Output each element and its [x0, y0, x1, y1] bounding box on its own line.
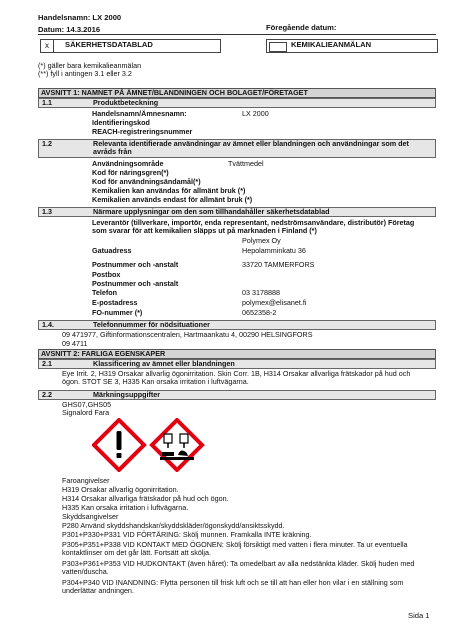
postal-value: 33720 TAMMERFORS	[242, 260, 315, 269]
street-label: Gatuadress	[92, 246, 132, 255]
document-header	[38, 12, 121, 36]
street-value: Hepolamminkatu 36	[242, 246, 306, 255]
product-line: Handelsnamn: LX 2000	[38, 13, 122, 22]
section-1-3-number: 1.3	[42, 207, 52, 216]
email-label: E-postadress	[92, 298, 138, 307]
section-2-1-title: Klassificering av ämnet eller blandningen	[93, 359, 235, 368]
emergency-line-2: 09 4711	[62, 339, 88, 348]
precaution-5: P304+P340 VID INANDNING: Flytta personen till frisk luft och se till att han eller hon vilar i en ställning som underlättar andningen.	[62, 578, 404, 596]
sector-code-label: Kod för näringsgren(*)	[92, 168, 169, 177]
notes	[38, 62, 141, 79]
corrosion-icon	[152, 420, 202, 470]
classification-text: Eye Irrit. 2, H319 Orsakar allvarlig ögonirritation. Skin Corr. 1B, H314 Orsakar allvarliga frätskador på hud och ögon. STOT SE 3, H335 Kan orsaka irritation i luftvägarna.	[62, 369, 411, 387]
section-1-1-number: 1.1	[42, 98, 52, 107]
fo-label: FO-nummer (*)	[92, 308, 143, 317]
precaution-2: P301+P330+P331 VID FÖRTÄRING: Skölj munnen. Framkalla INTE kräkning.	[62, 530, 312, 539]
phone-value: 03 3178888	[242, 288, 280, 297]
chem-checkbox-row	[266, 39, 438, 53]
header-divider	[38, 34, 436, 35]
public-only-label: Kemikalien används endast för allmänt bruk (*)	[92, 195, 253, 204]
section-2-title: AVSNITT 2: FARLIGA EGENSKAPER	[38, 349, 436, 359]
date-line: Datum: 14.3.2016	[38, 25, 101, 34]
section-2-1-number: 2.1	[42, 359, 52, 368]
section-2-1-bar	[38, 359, 436, 369]
section-1-4-number: 1.4.	[42, 320, 54, 329]
reach-label: REACH-registreringsnummer	[92, 127, 193, 136]
hazard-pictograms	[92, 418, 212, 474]
trade-name-value: LX 2000	[242, 109, 269, 118]
sds-checkbox-row	[40, 39, 221, 53]
use-area-value: Tvättmedel	[228, 159, 264, 168]
section-1-1-bar	[38, 98, 436, 108]
precaution-1: P280 Använd skyddshandskar/skyddskläder/ögonskydd/ansiktsskydd.	[62, 521, 285, 530]
chem-label: KEMIKALIEANMÄLAN	[291, 40, 372, 49]
hazard-3: H335 Kan orsaka irritation i luftvägarna.	[62, 503, 189, 512]
note-1: (*) gäller bara kemikalieanmälan	[38, 61, 142, 70]
trade-name-label: Handelsnamn/Ämnesnamn:	[92, 109, 187, 118]
postal-label: Postnummer och -anstalt	[92, 260, 179, 269]
sds-checkbox[interactable]: x	[41, 40, 54, 52]
exclamation-icon	[94, 420, 144, 470]
sds-label: SÄKERHETSDATABLAD	[65, 40, 153, 49]
signal-word: Signalord Fara	[62, 408, 110, 417]
section-1-2-title: Relevanta identifierade användningar av ämnet eller blandningen och användningar som det avråds från	[93, 139, 409, 157]
section-2-2-bar	[38, 390, 436, 400]
identification-code-label: Identifieringskod	[92, 118, 150, 127]
section-1-4-bar	[38, 320, 436, 330]
section-1-2-bar	[38, 139, 436, 158]
postbox-label: Postbox	[92, 270, 121, 279]
page-number: Sida 1	[408, 611, 430, 620]
section-1-3-bar	[38, 207, 436, 217]
email-value[interactable]: polymex@elisanet.fi	[242, 298, 307, 307]
precaution-3: P305+P351+P338 VID KONTAKT MED ÖGONEN: Skölj försiktigt med vatten i flera minuter. Ta ur eventuella kontaktlinser om det går lätt. Fortsätt att skölja.	[62, 540, 408, 558]
section-1-2-number: 1.2	[42, 139, 52, 148]
ghs-pictograms-svg	[92, 418, 212, 472]
section-2-2-number: 2.2	[42, 390, 52, 399]
hazard-heading: Faroangivelser	[62, 476, 110, 485]
fo-value: 0652358-2	[242, 308, 277, 317]
emergency-line-1: 09 471977, Giftinformationscentralen, Hartmaankatu 4, 00290 HELSINGFORS	[62, 330, 313, 339]
section-1-3-title: Närmare upplysningar om den som tillhandahåller säkerhetsdatablad	[93, 207, 330, 216]
postal2-label: Postnummer och -anstalt	[92, 279, 179, 288]
section-1-4-title: Telefonnummer för nödsituationer	[93, 320, 210, 329]
precaution-heading: Skyddsangivelser	[62, 512, 119, 521]
section-2-2-title: Märkningsuppgifter	[93, 390, 161, 399]
use-area-label: Användningsområde	[92, 159, 164, 168]
section-1-title: AVSNITT 1: NAMNET PÅ ÄMNET/BLANDNINGEN OCH BOLAGET/FÖRETAGET	[38, 88, 436, 98]
section-1-1-title: Produktbeteckning	[93, 98, 159, 107]
company-name: Polymex Oy	[242, 236, 281, 245]
public-use-label: Kemikalien kan användas för allmänt bruk (*)	[92, 186, 246, 195]
phone-label: Telefon	[92, 288, 118, 297]
ghs-codes: GHS07,GHS05	[62, 400, 112, 409]
previous-date-label: Föregående datum:	[266, 23, 337, 32]
precaution-4: P303+P361+P353 VID HUDKONTAKT (även håret): Ta omedelbart av alla nedstänkta kläder. Skölj huden med vatten/duscha.	[62, 559, 415, 577]
note-2: (**) fyll i antingen 3.1 eller 3.2	[38, 69, 132, 79]
supplier-note: Leverantör (tillverkare, importör, enda representant, nedströmsanvändare, distributör) Företag som svarar för att kemikalien släpps ut på marknaden i Finland (*)	[92, 218, 415, 236]
hazard-2: H314 Orsakar allvarliga frätskador på hud och ögon.	[62, 494, 229, 503]
chem-checkbox[interactable]	[269, 42, 287, 52]
hazard-1: H319 Orsakar allvarlig ögonirritation.	[62, 485, 179, 494]
use-code-label: Kod för användningsändamål(*)	[92, 177, 201, 186]
